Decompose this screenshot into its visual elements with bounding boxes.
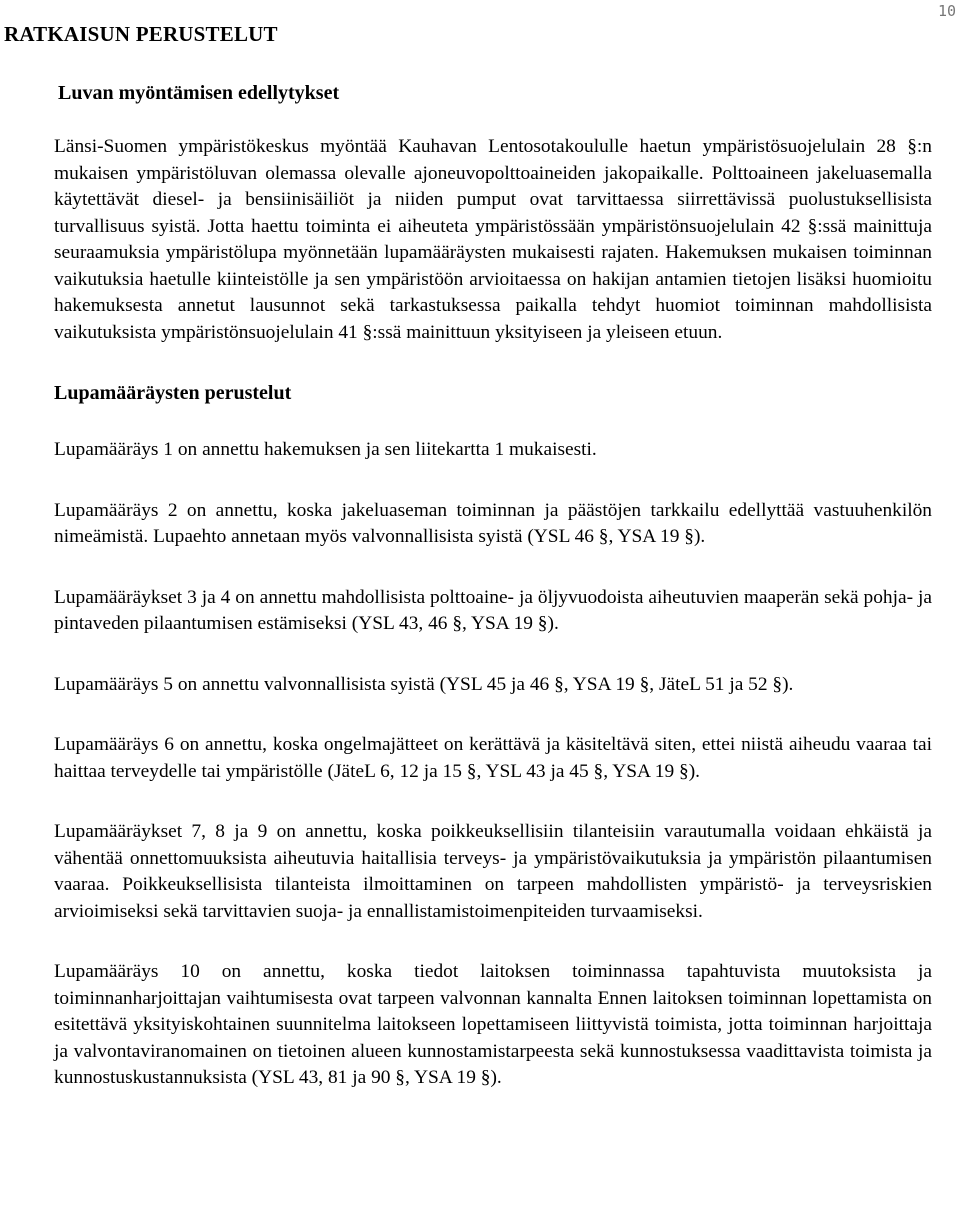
- rationale-paragraph-1: Lupamääräys 1 on annettu hakemuksen ja sen liitekartta 1 mukaisesti.: [54, 439, 597, 460]
- section-heading-permit-rationale: Lupamääräysten perustelut: [54, 382, 292, 404]
- rationale-paragraph-5: Lupamääräys 5 on annettu valvonnallisista syistä (YSL 45 ja 46 §, YSA 19 §, JäteL 51 ja 52 §).: [54, 673, 794, 695]
- rationale-paragraph-7-9: Lupamääräykset 7, 8 ja 9 on annettu, koska poikkeuksellisiin tilanteisiin varautumalla voidaan ehkäistä ja vähentää onnettomuuksista aiheutuvia haitallisia terveys- ja ympäristövaikutuksia ja ympäristön pilaantumisen vaaraa. Poikkeuksellisista tilanteista ilmoittaminen on tarpeen mahdollisten ympäristö- ja terveysriskien arvioimiseksi sekä tarvittavien suoja- ja ennallistamistoimenpiteiden turvaamiseksi.: [54, 821, 932, 922]
- document-title: RATKAISUN PERUSTELUT: [4, 22, 278, 46]
- section-paragraph-permit-conditions: Länsi-Suomen ympäristökeskus myöntää Kauhavan Lentosotakoululle haetun ympäristösuojelulain 28 §:n mukaisen ympäristöluvan olemassa olevalle ajoneuvopolttoaineiden jakopaikalle. Polttoaineen jakeluasemalla käytettävät diesel- ja bensiinisäiliöt ja niiden pumput ovat tarvittaessa siirrettävissä puolustuksellisista turvallisuus syistä. Jotta haettu toiminta ei aiheuteta ympäristössään ympäristönsuojelulain 42 §:ssä mainittuja seuraamuksia ympäristölupa myönnetään lupamääräysten mukaisesti rajaten. Hakemuksen mukaisen toiminnan vaikutuksia haetulle kiinteistölle ja sen ympäristöön arvioitaessa on hakijan antamien tietojen lisäksi huomioitu hakemuksesta annetut lausunnot sekä tarkastuksessa paikalla tehdyt huomiot toiminnan mahdollisista vaikutuksista ympäristönsuojelulain 41 §:ssä mainittuun yksityiseen ja yleiseen etuun.: [54, 136, 932, 343]
- page-number: 10: [937, 2, 956, 20]
- section-heading-permit-conditions: Luvan myöntämisen edellytykset: [58, 82, 340, 104]
- rationale-paragraph-3-4: Lupamääräykset 3 ja 4 on annettu mahdollisista polttoaine- ja öljyvuodoista aiheutuvien maaperän sekä pohja- ja pintaveden pilaantumisen estämiseksi (YSL 43, 46 §, YSA 19 §).: [54, 586, 932, 634]
- rationale-paragraph-10: Lupamääräys 10 on annettu, koska tiedot laitoksen toiminnassa tapahtuvista muutoksista ja toiminnanharjoittajan vaihtumisesta ovat tarpeen valvonnan kannalta Ennen laitoksen toiminnan lopettamista on esitettävä yksityiskohtainen suunnitelma laitokseen lopettamiseen liittyvistä toimista, jotta toiminnan harjoittaja ja valvontaviranomainen on tietoinen alueen kunnostamistarpeesta sekä kunnostuksessa vaadittavista toimista ja kunnostuskustannuksista (YSL 43, 81 ja 90 §, YSA 19 §).: [54, 961, 932, 1088]
- document-body: [54, 134, 932, 1092]
- rationale-paragraph-6: Lupamääräys 6 on annettu, koska ongelmajätteet on kerättävä ja käsiteltävä siten, ettei niistä aiheudu vaaraa tai haittaa terveydelle tai ympäristölle (JäteL 6, 12 ja 15 §, YSL 43 ja 45 §, YSA 19 §).: [54, 734, 932, 782]
- rationale-paragraph-2: Lupamääräys 2 on annettu, koska jakeluaseman toiminnan ja päästöjen tarkkailu edellyttää vastuuhenkilön nimeämistä. Lupaehto annetaan myös valvonnallisista syistä (YSL 46 §, YSA 19 §).: [54, 499, 932, 547]
